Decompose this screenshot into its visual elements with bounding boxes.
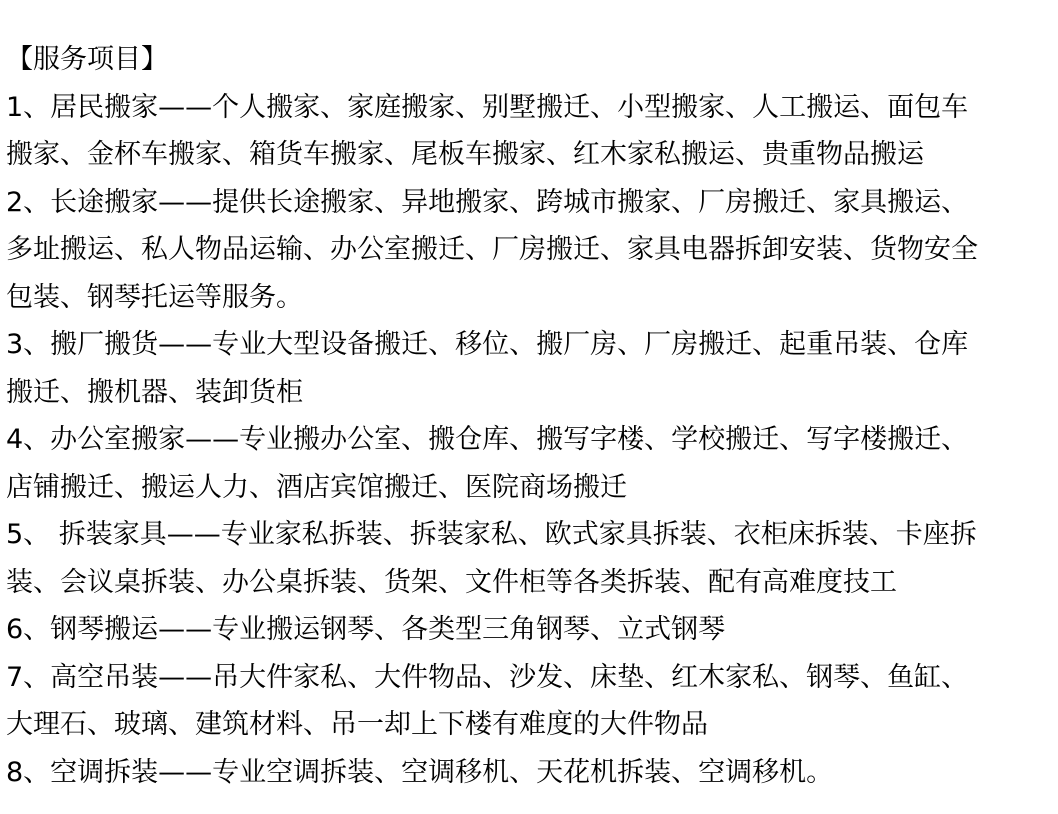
service-line-3a: 3、搬厂搬货——专业大型设备搬迁、移位、搬厂房、厂房搬迁、起重吊装、仓库 [6, 329, 969, 360]
service-document [6, 36, 1046, 796]
section-heading: 【服务项目】 [6, 44, 168, 75]
service-line-8: 8、空调拆装——专业空调拆装、空调移机、天花机拆装、空调移机。 [6, 756, 834, 788]
service-line-1a: 1、居民搬家——个人搬家、家庭搬家、别墅搬迁、小型搬家、人工搬运、面包车 [6, 91, 969, 123]
service-line-5a: 5、 拆装家具——专业家私拆装、拆装家私、欧式家具拆装、衣柜床拆装、卡座拆 [6, 519, 977, 550]
service-line-7b: 大理石、玻璃、建筑材料、吊一却上下楼有难度的大件物品 [6, 709, 708, 740]
service-line-3b: 搬迁、搬机器、装卸货柜 [6, 376, 303, 408]
service-line-2c: 包装、钢琴托运等服务。 [6, 281, 303, 313]
service-line-4a: 4、办公室搬家——专业搬办公室、搬仓库、搬写字楼、学校搬迁、写字楼搬迁、 [6, 424, 969, 455]
service-line-2a: 2、长途搬家——提供长途搬家、异地搬家、跨城市搬家、厂房搬迁、家具搬运、 [6, 186, 969, 218]
service-line-1b: 搬家、金杯车搬家、箱货车搬家、尾板车搬家、红木家私搬运、贵重物品搬运 [6, 139, 924, 170]
service-line-5b: 装、会议桌拆装、办公桌拆装、货架、文件柜等各类拆装、配有高难度技工 [6, 566, 897, 598]
service-line-2b: 多址搬运、私人物品运输、办公室搬迁、厂房搬迁、家具电器拆卸安装、货物安全 [6, 234, 978, 265]
service-line-6: 6、钢琴搬运——专业搬运钢琴、各类型三角钢琴、立式钢琴 [6, 614, 726, 645]
service-line-7a: 7、高空吊装——吊大件家私、大件物品、沙发、床垫、红木家私、钢琴、鱼缸、 [6, 661, 969, 693]
service-line-4b: 店铺搬迁、搬运人力、酒店宾馆搬迁、医院商场搬迁 [6, 471, 627, 503]
